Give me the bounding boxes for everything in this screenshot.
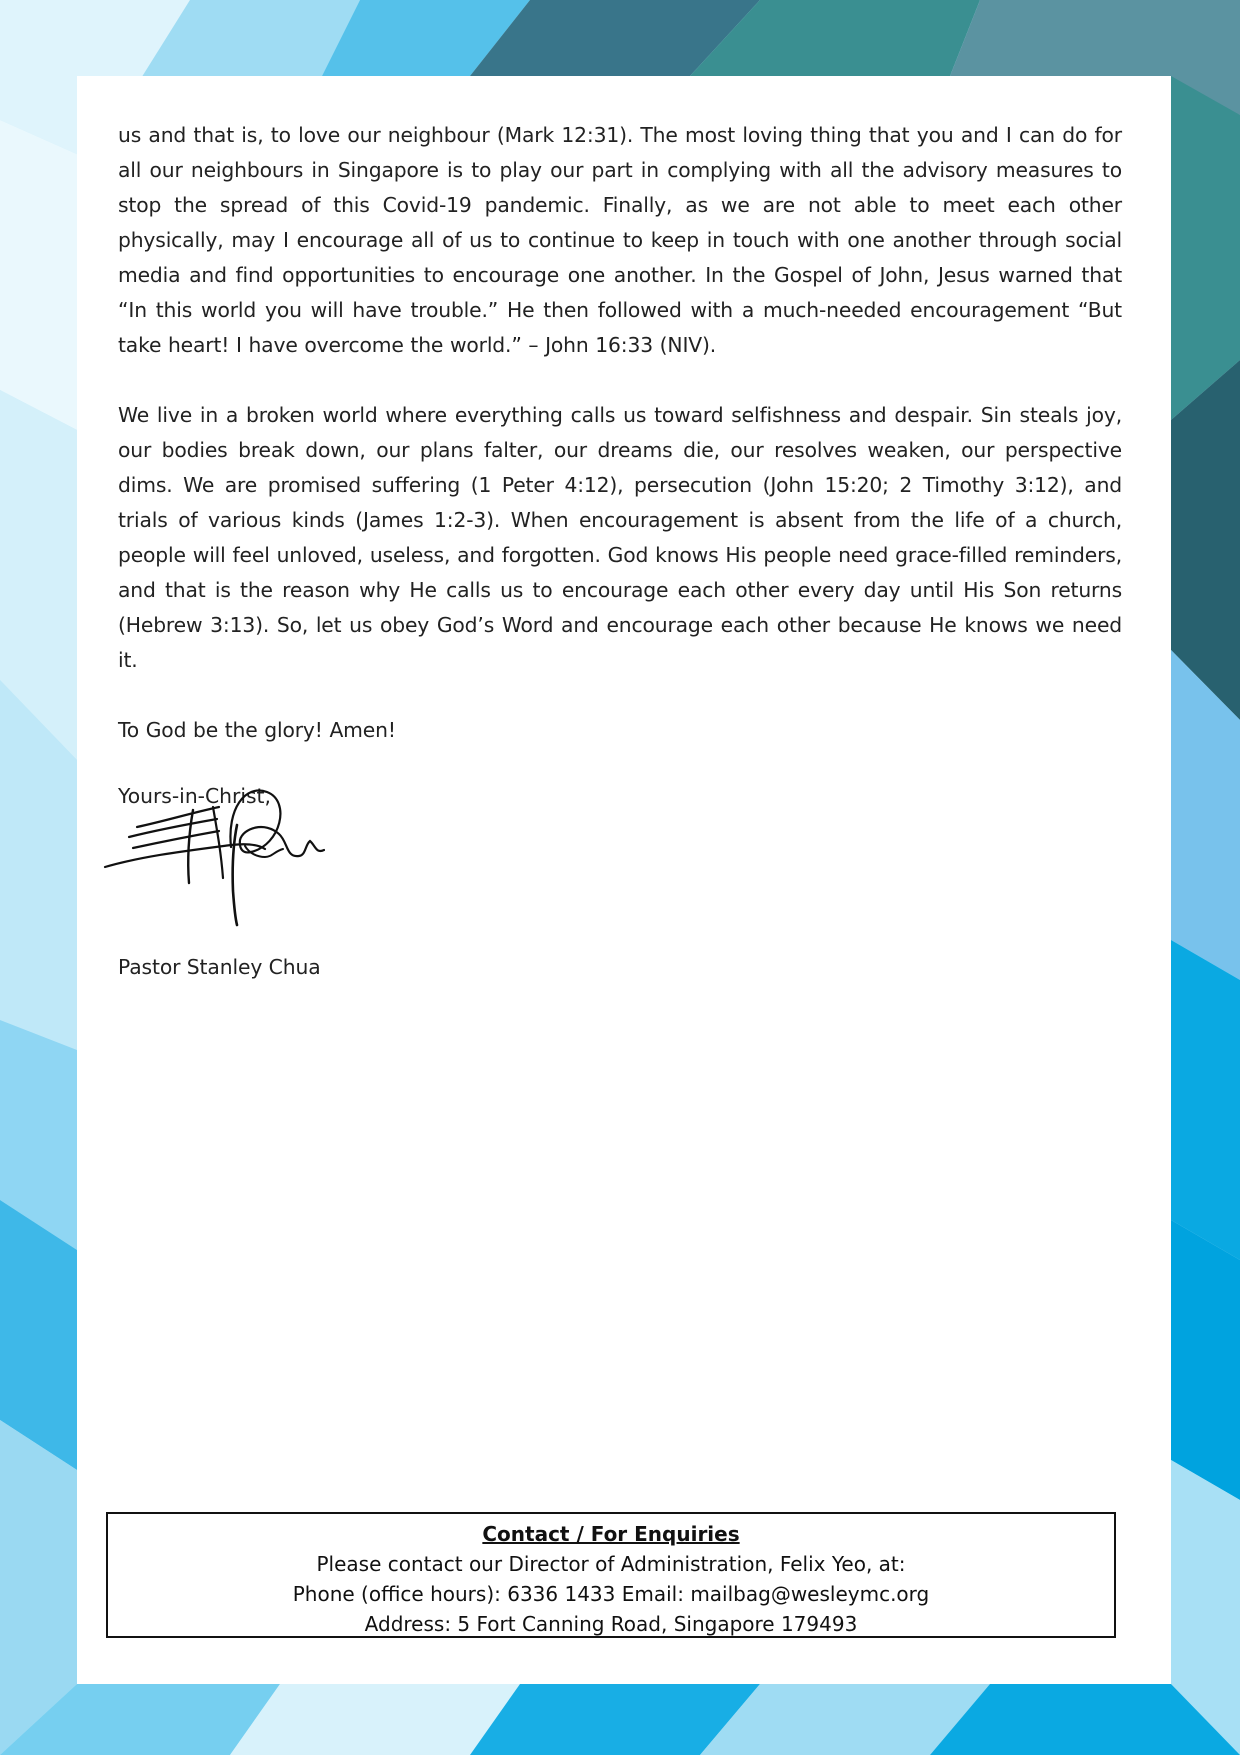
contact-line-phone-email: Phone (office hours): 6336 1433 Email: mailbag@wesleymc.org bbox=[292, 1582, 930, 1606]
contact-line-director: Please contact our Director of Administration, Felix Yeo, at: bbox=[316, 1552, 906, 1576]
closing-salutation: Yours-in-Christ, bbox=[118, 784, 271, 808]
signer-name: Pastor Stanley Chua bbox=[118, 955, 321, 979]
letter-paragraph: We live in a broken world where everything calls us toward selfishness and despair. Sin steals joy, our bodies break down, our plans falter, our dreams die, our resolves weaken, our perspective dims. We are promised suffering (1 Peter 4:12), persecution (John 15:20; 2 Timothy 3:12), and trials of various kinds (James 1:2-3). When encouragement is absent from the life of a church, people will feel unloved, useless, and forgotten. God knows His people need grace-filled reminders, and that is the reason why He calls us to encourage each other every day until His Son returns (Hebrew 3:13). So, let us obey God’s Word and encourage each other because He knows we need it. bbox=[118, 403, 1122, 672]
signature-icon bbox=[95, 785, 325, 930]
letter-page bbox=[77, 76, 1171, 1684]
letter-paragraph: To God be the glory! Amen! bbox=[118, 718, 396, 742]
letter-body bbox=[118, 118, 1122, 814]
contact-line-address: Address: 5 Fort Canning Road, Singapore 179493 bbox=[364, 1612, 858, 1636]
contact-box bbox=[106, 1512, 1116, 1638]
letter-paragraph: us and that is, to love our neighbour (Mark 12:31). The most loving thing that you and I can do for all our neighbours in Singapore is to play our part in complying with all the advisory measures to stop the spread of this Covid-19 pandemic. Finally, as we are not able to meet each other physically, may I encourage all of us to continue to keep in touch with one another through social media and find opportunities to encourage one another. In the Gospel of John, Jesus warned that “In this world you will have trouble.” He then followed with a much-needed encouragement “But take heart! I have overcome the world.” – John 16:33 (NIV). bbox=[118, 123, 1122, 357]
contact-title: Contact / For Enquiries bbox=[482, 1522, 740, 1546]
